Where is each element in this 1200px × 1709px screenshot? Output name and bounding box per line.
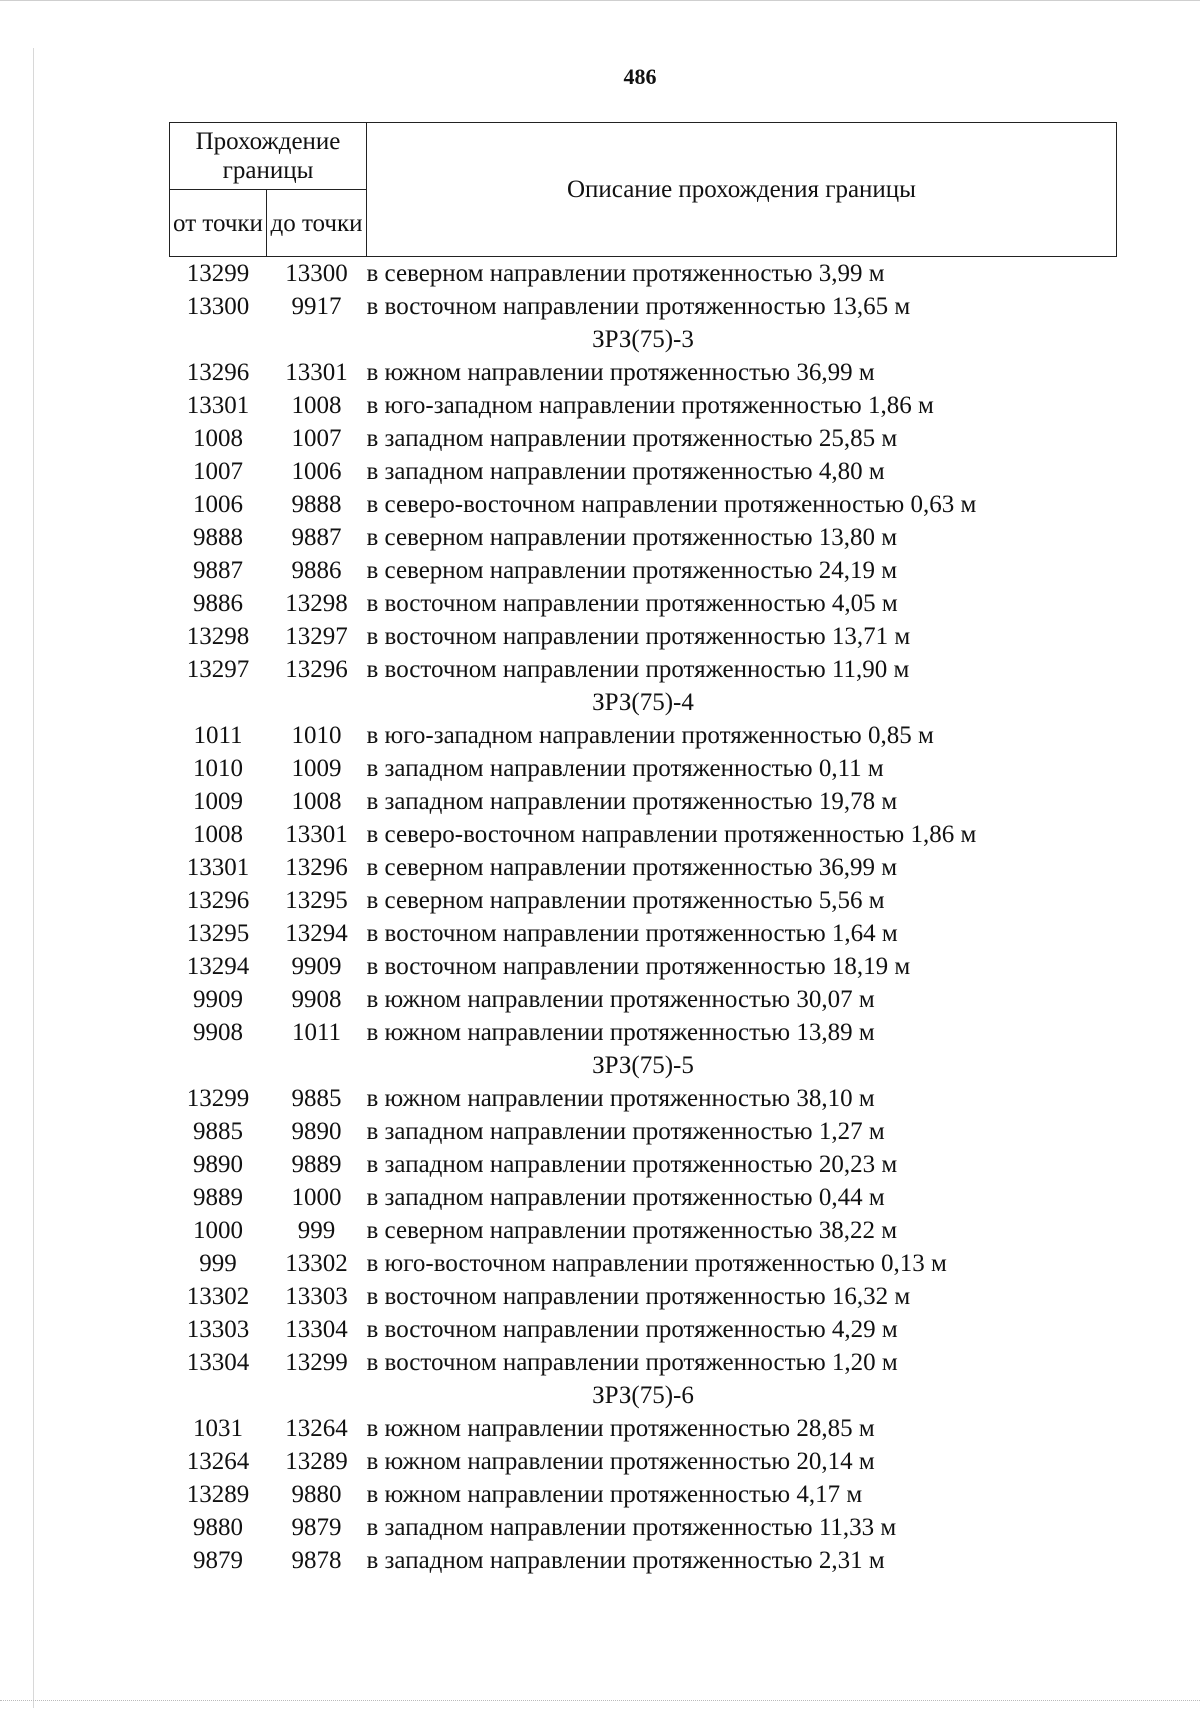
description-cell: в южном направлении протяженностью 4,17 м bbox=[366, 1481, 863, 1508]
description-cell: в восточном направлении протяженностью 1,64 м bbox=[366, 920, 898, 947]
description-cell: в юго-западном направлении протяженностью 0,85 м bbox=[366, 722, 934, 749]
description-cell: в южном направлении протяженностью 20,14 м bbox=[366, 1448, 875, 1475]
to-point-cell: 1010 bbox=[291, 722, 342, 749]
from-point-cell: 13302 bbox=[186, 1283, 250, 1310]
to-point-cell: 13302 bbox=[285, 1250, 348, 1277]
table-row bbox=[170, 719, 1117, 752]
description-cell: в северном направлении протяженностью 5,56 м bbox=[366, 887, 885, 914]
to-point-cell: 13301 bbox=[285, 359, 348, 386]
table-row bbox=[170, 983, 1117, 1016]
table-row bbox=[170, 1148, 1117, 1181]
table-row bbox=[170, 389, 1117, 422]
to-point-cell: 1008 bbox=[291, 788, 342, 815]
from-point-cell: 13301 bbox=[186, 854, 250, 881]
description-cell: в восточном направлении протяженностью 16,32 м bbox=[366, 1283, 911, 1310]
section-title: ЗРЗ(75)-4 bbox=[592, 689, 694, 716]
from-point-cell: 13296 bbox=[186, 359, 250, 386]
to-point-cell: 1009 bbox=[291, 755, 342, 782]
from-point-cell: 13299 bbox=[186, 260, 250, 287]
from-point-cell: 9890 bbox=[193, 1151, 243, 1178]
table-row bbox=[170, 818, 1117, 851]
table-row bbox=[170, 884, 1117, 917]
description-cell: в юго-западном направлении протяженностью 1,86 м bbox=[366, 392, 934, 419]
description-cell: в восточном направлении протяженностью 13,71 м bbox=[366, 623, 911, 650]
section-title: ЗРЗ(75)-5 bbox=[592, 1052, 694, 1079]
description-cell: в восточном направлении протяженностью 11,90 м bbox=[366, 656, 910, 683]
description-cell: в западном направлении протяженностью 19,78 м bbox=[366, 788, 898, 815]
description-cell: в северном направлении протяженностью 13,80 м bbox=[366, 524, 898, 551]
to-point-cell: 13289 bbox=[285, 1448, 348, 1475]
from-point-cell: 1031 bbox=[193, 1415, 243, 1442]
table-row bbox=[170, 1280, 1117, 1313]
to-point-cell: 9889 bbox=[291, 1151, 342, 1178]
table-row bbox=[170, 1511, 1117, 1544]
from-point-cell: 13298 bbox=[186, 623, 250, 650]
to-point-cell: 1011 bbox=[291, 1019, 342, 1046]
to-point-cell: 9909 bbox=[291, 953, 342, 980]
to-point-cell: 1008 bbox=[291, 392, 342, 419]
table-row bbox=[170, 620, 1117, 653]
description-cell: в западном направлении протяженностью 25,85 м bbox=[366, 425, 898, 452]
table-row bbox=[170, 455, 1117, 488]
section-row bbox=[170, 1049, 1117, 1082]
table-row bbox=[170, 257, 1117, 291]
from-point-cell: 13300 bbox=[186, 293, 250, 320]
from-point-cell: 1000 bbox=[193, 1217, 243, 1244]
from-point-cell: 999 bbox=[199, 1250, 237, 1277]
to-point-cell: 9890 bbox=[291, 1118, 342, 1145]
description-cell: в западном направлении протяженностью 0,11 м bbox=[366, 755, 884, 782]
table-header bbox=[170, 123, 1117, 257]
description-cell: в юго-восточном направлении протяженностью 0,13 м bbox=[366, 1250, 947, 1277]
to-point-cell: 9885 bbox=[291, 1085, 342, 1112]
description-cell: в восточном направлении протяженностью 4,05 м bbox=[366, 590, 898, 617]
section-title: ЗРЗ(75)-6 bbox=[592, 1382, 694, 1409]
from-point-cell: 9887 bbox=[193, 557, 243, 584]
table-row bbox=[170, 1346, 1117, 1379]
table-row bbox=[170, 521, 1117, 554]
to-point-cell: 999 bbox=[297, 1217, 336, 1244]
from-point-cell: 13295 bbox=[186, 920, 250, 947]
table-body bbox=[170, 257, 1117, 1578]
to-point-cell: 13303 bbox=[285, 1283, 348, 1310]
scan-bottom-edge bbox=[0, 1700, 1200, 1702]
description-cell: в южном направлении протяженностью 30,07 м bbox=[366, 986, 875, 1013]
from-point-cell: 13296 bbox=[186, 887, 250, 914]
description-cell: в восточном направлении протяженностью 1,20 м bbox=[366, 1349, 898, 1376]
from-point-cell: 9886 bbox=[193, 590, 243, 617]
to-point-cell: 13300 bbox=[285, 260, 348, 287]
header-to-point: до точки bbox=[267, 190, 367, 257]
to-point-cell: 9888 bbox=[291, 491, 342, 518]
description-cell: в западном направлении протяженностью 11,33 м bbox=[366, 1514, 897, 1541]
section-row bbox=[170, 323, 1117, 356]
to-point-cell: 13299 bbox=[285, 1349, 348, 1376]
to-point-cell: 13296 bbox=[285, 854, 348, 881]
table-row bbox=[170, 1181, 1117, 1214]
to-point-cell: 9886 bbox=[291, 557, 342, 584]
boundary-table bbox=[169, 122, 1117, 1577]
header-boundary-passage: Прохождение границы bbox=[170, 123, 367, 190]
description-cell: в южном направлении протяженностью 13,89 м bbox=[366, 1019, 875, 1046]
page-number: 486 bbox=[623, 64, 657, 89]
description-cell: в западном направлении протяженностью 1,27 м bbox=[366, 1118, 885, 1145]
description-cell: в северном направлении протяженностью 24,19 м bbox=[366, 557, 898, 584]
section-row bbox=[170, 686, 1117, 719]
description-cell: в восточном направлении протяженностью 13,65 м bbox=[366, 293, 911, 320]
table-row bbox=[170, 1478, 1117, 1511]
header-description: Описание прохождения границы bbox=[367, 123, 1117, 257]
table-row bbox=[170, 917, 1117, 950]
to-point-cell: 9878 bbox=[291, 1547, 342, 1574]
description-cell: в северо-восточном направлении протяженностью 0,63 м bbox=[366, 491, 977, 518]
to-point-cell: 9887 bbox=[291, 524, 342, 551]
from-point-cell: 9908 bbox=[193, 1019, 243, 1046]
to-point-cell: 13294 bbox=[285, 920, 348, 947]
table-row bbox=[170, 1544, 1117, 1577]
from-point-cell: 13304 bbox=[186, 1349, 250, 1376]
to-point-cell: 13296 bbox=[285, 656, 348, 683]
header-from-point: от точки bbox=[170, 190, 267, 257]
section-title: ЗРЗ(75)-3 bbox=[592, 326, 694, 353]
from-point-cell: 9880 bbox=[193, 1514, 243, 1541]
from-point-cell: 13299 bbox=[186, 1085, 250, 1112]
table-row bbox=[170, 1082, 1117, 1115]
from-point-cell: 1011 bbox=[193, 722, 243, 749]
table-row bbox=[170, 1214, 1117, 1247]
table-row bbox=[170, 752, 1117, 785]
to-point-cell: 9880 bbox=[291, 1481, 342, 1508]
from-point-cell: 13297 bbox=[186, 656, 250, 683]
scan-top-edge bbox=[0, 0, 1200, 1]
to-point-cell: 13297 bbox=[285, 623, 348, 650]
description-cell: в южном направлении протяженностью 38,10 м bbox=[366, 1085, 875, 1112]
scan-left-edge bbox=[33, 48, 34, 1708]
table-row bbox=[170, 1313, 1117, 1346]
section-row bbox=[170, 1379, 1117, 1412]
from-point-cell: 13294 bbox=[186, 953, 250, 980]
to-point-cell: 1000 bbox=[291, 1184, 342, 1211]
from-point-cell: 9885 bbox=[193, 1118, 243, 1145]
table-row bbox=[170, 554, 1117, 587]
table-row bbox=[170, 1115, 1117, 1148]
from-point-cell: 13264 bbox=[186, 1448, 250, 1475]
from-point-cell: 13301 bbox=[186, 392, 250, 419]
from-point-cell: 1010 bbox=[193, 755, 243, 782]
table-row bbox=[170, 1445, 1117, 1478]
from-point-cell: 9909 bbox=[193, 986, 243, 1013]
from-point-cell: 13289 bbox=[186, 1481, 250, 1508]
table-row bbox=[170, 1412, 1117, 1445]
table-row bbox=[170, 1016, 1117, 1049]
to-point-cell: 9908 bbox=[291, 986, 342, 1013]
to-point-cell: 1007 bbox=[291, 425, 342, 452]
to-point-cell: 13301 bbox=[285, 821, 348, 848]
table-row bbox=[170, 587, 1117, 620]
from-point-cell: 1007 bbox=[193, 458, 243, 485]
description-cell: в восточном направлении протяженностью 18,19 м bbox=[366, 953, 911, 980]
from-point-cell: 9879 bbox=[193, 1547, 243, 1574]
from-point-cell: 9888 bbox=[193, 524, 243, 551]
table-row bbox=[170, 290, 1117, 323]
to-point-cell: 9879 bbox=[291, 1514, 342, 1541]
description-cell: в южном направлении протяженностью 28,85 м bbox=[366, 1415, 875, 1442]
table-row bbox=[170, 422, 1117, 455]
to-point-cell: 13295 bbox=[285, 887, 348, 914]
from-point-cell: 9889 bbox=[193, 1184, 243, 1211]
table-row bbox=[170, 1247, 1117, 1280]
description-cell: в южном направлении протяженностью 36,99 м bbox=[366, 359, 875, 386]
table-row bbox=[170, 488, 1117, 521]
table-row bbox=[170, 851, 1117, 884]
from-point-cell: 1009 bbox=[193, 788, 243, 815]
from-point-cell: 13303 bbox=[186, 1316, 250, 1343]
description-cell: в северном направлении протяженностью 36,99 м bbox=[366, 854, 898, 881]
description-cell: в западном направлении протяженностью 0,44 м bbox=[366, 1184, 885, 1211]
to-point-cell: 13304 bbox=[285, 1316, 348, 1343]
to-point-cell: 9917 bbox=[291, 293, 342, 320]
description-cell: в северном направлении протяженностью 38,22 м bbox=[366, 1217, 898, 1244]
table-row bbox=[170, 653, 1117, 686]
table-row bbox=[170, 356, 1117, 389]
table-row bbox=[170, 785, 1117, 818]
description-cell: в западном направлении протяженностью 20,23 м bbox=[366, 1151, 898, 1178]
description-cell: в северо-восточном направлении протяженностью 1,86 м bbox=[366, 821, 977, 848]
table-row bbox=[170, 950, 1117, 983]
to-point-cell: 13298 bbox=[285, 590, 348, 617]
description-cell: в северном направлении протяженностью 3,99 м bbox=[366, 260, 885, 287]
from-point-cell: 1008 bbox=[193, 821, 243, 848]
from-point-cell: 1008 bbox=[193, 425, 243, 452]
description-cell: в восточном направлении протяженностью 4,29 м bbox=[366, 1316, 898, 1343]
from-point-cell: 1006 bbox=[193, 491, 243, 518]
description-cell: в западном направлении протяженностью 2,31 м bbox=[366, 1547, 885, 1574]
to-point-cell: 13264 bbox=[285, 1415, 348, 1442]
to-point-cell: 1006 bbox=[291, 458, 342, 485]
description-cell: в западном направлении протяженностью 4,80 м bbox=[366, 458, 885, 485]
